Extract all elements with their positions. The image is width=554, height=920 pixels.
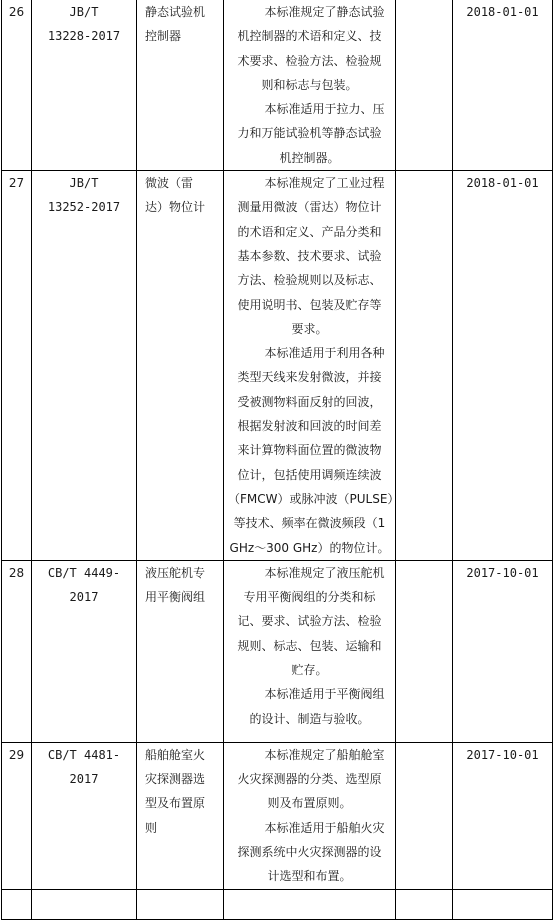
description-line: 本标准适用于平衡阀组 bbox=[264, 687, 385, 702]
description-line: 本标准适用于船舶火灾 bbox=[264, 820, 385, 835]
description-line: 等技术、频率在微波频段（1 bbox=[233, 516, 386, 531]
description-line: 机控制器的术语和定义、技 bbox=[237, 29, 382, 44]
description-line: 方法、检验规则以及标志、 bbox=[237, 273, 382, 288]
description-line: 记、要求、试验方法、检验 bbox=[237, 614, 382, 629]
standard-name-line: 则 bbox=[145, 820, 158, 835]
row-number: 29 bbox=[2, 742, 32, 889]
row-number bbox=[2, 889, 32, 919]
standard-name-line: 用平衡阀组 bbox=[145, 590, 206, 605]
standard-name bbox=[137, 0, 224, 171]
table-row bbox=[2, 889, 553, 919]
description-line: 机控制器。 bbox=[279, 150, 340, 165]
standard-description bbox=[224, 0, 396, 171]
description-line: 规则、标志、包装、运输和 bbox=[237, 638, 382, 653]
empty-column-cell bbox=[396, 560, 453, 742]
empty-column-cell bbox=[396, 742, 453, 889]
standard-name-line: 型及布置原 bbox=[145, 796, 206, 811]
description-line: 测量用微波（雷达）物位计 bbox=[237, 200, 382, 215]
empty-column-cell bbox=[396, 171, 453, 561]
description-line: 本标准适用于拉力、压 bbox=[264, 102, 385, 117]
standard-name-line: 灾探测器选 bbox=[145, 772, 206, 787]
standard-name bbox=[137, 171, 224, 561]
standard-code bbox=[32, 560, 137, 742]
implementation-date bbox=[453, 889, 553, 919]
row-number: 26 bbox=[2, 0, 32, 171]
description-line: 则和标志与包装。 bbox=[261, 77, 358, 92]
standard-name bbox=[137, 889, 224, 919]
standard-name bbox=[137, 560, 224, 742]
table-body bbox=[2, 0, 553, 919]
empty-column-cell bbox=[396, 889, 453, 919]
standard-name-line: 液压舵机专 bbox=[145, 565, 206, 580]
table-row bbox=[2, 0, 553, 171]
description-line: 使用说明书、包装及贮存等 bbox=[237, 297, 382, 312]
standard-code-line: CB/T 4449- bbox=[47, 565, 121, 580]
description-line: 基本参数、技术要求、试验 bbox=[237, 248, 382, 263]
standard-description bbox=[224, 171, 400, 561]
standard-name-line: 达）物位计 bbox=[145, 200, 206, 215]
description-line: 力和万能试验机等静态试验 bbox=[237, 126, 382, 141]
description-line: 受被测物料面反射的回波， bbox=[237, 394, 382, 409]
description-line: 的术语和定义、产品分类和 bbox=[237, 224, 382, 239]
standard-name bbox=[137, 742, 224, 889]
description-line: 本标准规定了工业过程 bbox=[264, 176, 385, 191]
description-line: 的设计、制造与验收。 bbox=[249, 711, 370, 726]
description-line: 专用平衡阀组的分类和标 bbox=[243, 590, 376, 605]
standard-name-line: 船舶舱室火 bbox=[145, 747, 206, 762]
standard-name-line: 控制器 bbox=[145, 29, 182, 44]
standard-code-line: JB/T bbox=[69, 176, 99, 191]
description-line: 来计算物料面位置的微波物 bbox=[237, 443, 382, 458]
description-line: 计选型和布置。 bbox=[267, 869, 352, 884]
standards-table bbox=[1, 0, 553, 920]
description-line: 类型天线来发射微波，并接 bbox=[237, 370, 382, 385]
empty-column-cell bbox=[396, 0, 453, 171]
standard-code-line: 2017 bbox=[69, 590, 99, 605]
description-line: 则及布置原则。 bbox=[267, 796, 352, 811]
description-line: 要求。 bbox=[291, 321, 328, 336]
standard-code-line: CB/T 4481- bbox=[47, 747, 121, 762]
standard-code bbox=[32, 171, 137, 561]
description-line: 本标准规定了船舶舱室 bbox=[264, 747, 385, 762]
description-line: 本标准适用于利用各种 bbox=[264, 346, 385, 361]
implementation-date: 2018-01-01 bbox=[453, 0, 553, 171]
table-row bbox=[2, 560, 553, 742]
table-row bbox=[2, 171, 553, 561]
standard-name-line: 微波（雷 bbox=[145, 176, 194, 191]
standard-code bbox=[32, 889, 137, 919]
standard-description bbox=[224, 889, 396, 919]
standard-code-line: 13228-2017 bbox=[47, 29, 121, 44]
description-line: 根据发射波和回波的时间差 bbox=[237, 419, 382, 434]
description-line: 贮存。 bbox=[291, 663, 328, 678]
row-number: 28 bbox=[2, 560, 32, 742]
row-number: 27 bbox=[2, 171, 32, 561]
standard-name-line: 静态试验机 bbox=[145, 5, 206, 19]
standard-code bbox=[32, 742, 137, 889]
description-line: 本标准规定了液压舵机 bbox=[264, 565, 385, 580]
description-line: 本标准规定了静态试验 bbox=[264, 5, 385, 19]
implementation-date: 2018-01-01 bbox=[453, 171, 553, 561]
description-line: 位计，包括使用调频连续波 bbox=[237, 467, 382, 482]
standard-code bbox=[32, 0, 137, 171]
implementation-date: 2017-10-01 bbox=[453, 742, 553, 889]
standard-description bbox=[224, 742, 396, 889]
standard-description bbox=[224, 560, 396, 742]
description-line: 火灾探测器的分类、选型原 bbox=[237, 772, 382, 787]
description-line: 探测系统中火灾探测器的设 bbox=[237, 845, 382, 860]
standard-code-line: JB/T bbox=[69, 5, 99, 19]
description-line: （FMCW）或脉冲波（PULSE） bbox=[228, 491, 400, 506]
description-line: GHz～300 GHz）的物位计。 bbox=[229, 540, 390, 555]
standard-code-line: 2017 bbox=[69, 772, 99, 787]
implementation-date: 2017-10-01 bbox=[453, 560, 553, 742]
standard-code-line: 13252-2017 bbox=[47, 200, 121, 215]
description-line: 术要求、检验方法、检验规 bbox=[237, 53, 382, 68]
table-row bbox=[2, 742, 553, 889]
